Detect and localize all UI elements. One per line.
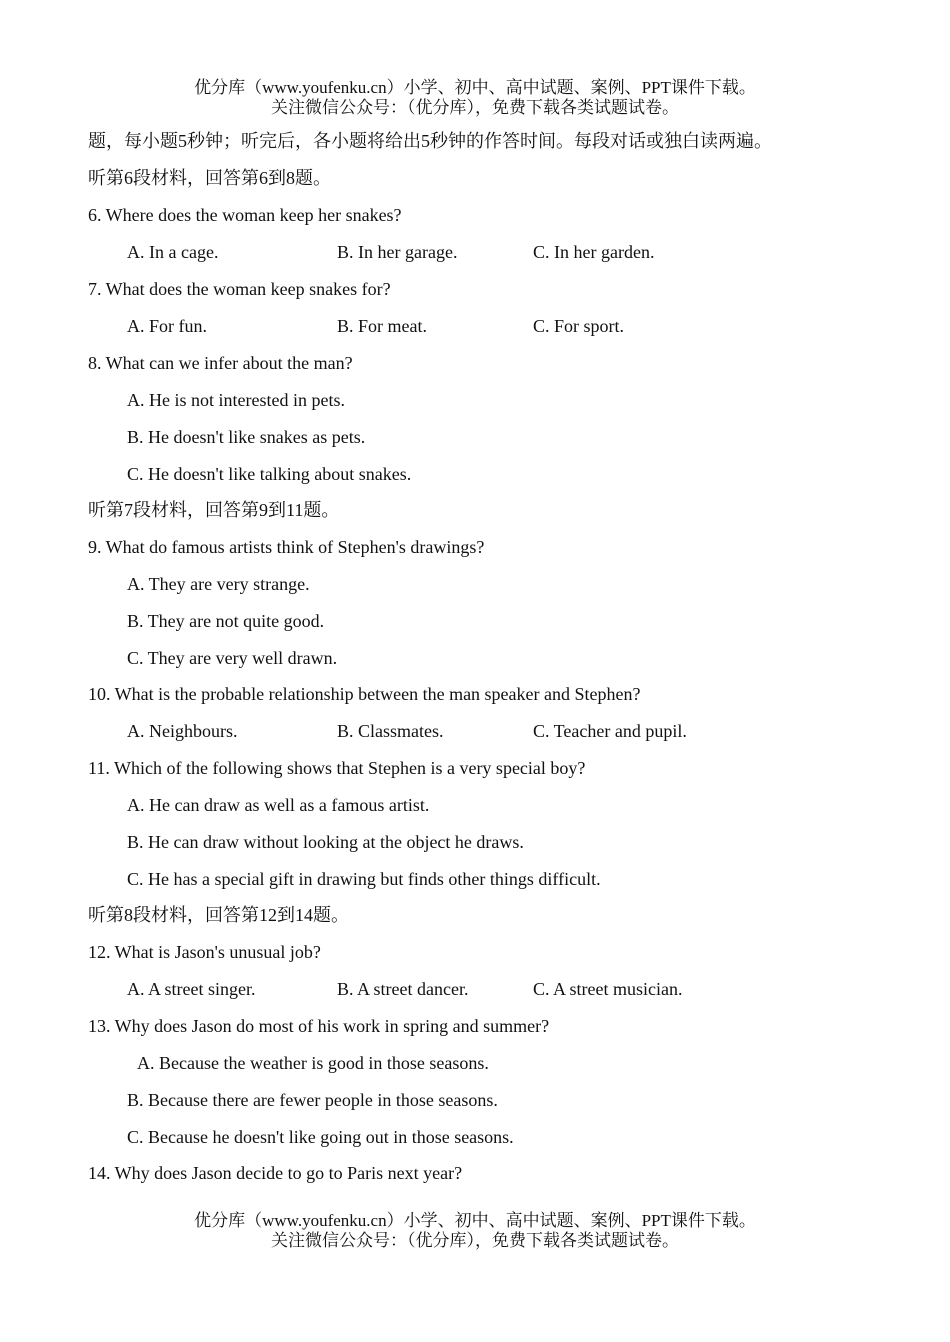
page-header (0, 78, 950, 118)
question-14: 14. Why does Jason decide to go to Paris next year? (88, 1163, 463, 1183)
header-line-1: 优分库（www.youfenku.cn）小学、初中、高中试题、案例、PPT课件下载。 (194, 78, 756, 97)
q6-option-b: B. In her garage. (337, 242, 458, 262)
q9-option-b: B. They are not quite good. (127, 611, 325, 631)
question-6: 6. Where does the woman keep her snakes? (88, 205, 402, 225)
question-9: 9. What do famous artists think of Stephen's drawings? (88, 537, 485, 557)
q12-option-a: A. A street singer. (127, 979, 256, 999)
q13-option-b: B. Because there are fewer people in those seasons. (127, 1090, 498, 1110)
section-7-heading: 听第7段材料，回答第9到11题。 (88, 500, 340, 520)
q10-option-a: A. Neighbours. (127, 721, 238, 741)
section-8-heading: 听第8段材料，回答第12到14题。 (88, 905, 349, 925)
q9-option-c: C. They are very well drawn. (127, 648, 338, 668)
question-7: 7. What does the woman keep snakes for? (88, 279, 391, 299)
section-6-heading: 听第6段材料，回答第6到8题。 (88, 168, 331, 188)
q11-option-c: C. He has a special gift in drawing but finds other things difficult. (127, 869, 601, 889)
q6-option-c: C. In her garden. (533, 242, 655, 262)
q7-option-a: A. For fun. (127, 316, 207, 336)
q7-option-c: C. For sport. (533, 316, 625, 336)
question-13: 13. Why does Jason do most of his work in spring and summer? (88, 1016, 550, 1036)
q9-option-a: A. They are very strange. (127, 574, 310, 594)
instructions-text: 题，每小题5秒钟；听完后，各小题将给出5秒钟的作答时间。每段对话或独白读两遍。 (88, 131, 772, 151)
q8-option-b: B. He doesn't like snakes as pets. (127, 427, 366, 447)
q10-option-b: B. Classmates. (337, 721, 444, 741)
header-line-2: 关注微信公众号：（优分库），免费下载各类试题试卷。 (271, 98, 679, 117)
footer-line-2: 关注微信公众号：（优分库），免费下载各类试题试卷。 (271, 1231, 679, 1250)
q13-option-c: C. Because he doesn't like going out in those seasons. (127, 1127, 514, 1147)
q11-option-a: A. He can draw as well as a famous artist. (127, 795, 430, 815)
page-footer (0, 1211, 950, 1251)
question-12: 12. What is Jason's unusual job? (88, 942, 321, 962)
q12-option-c: C. A street musician. (533, 979, 683, 999)
footer-line-1: 优分库（www.youfenku.cn）小学、初中、高中试题、案例、PPT课件下载。 (194, 1211, 756, 1230)
q8-option-a: A. He is not interested in pets. (127, 390, 345, 410)
q13-option-a: A. Because the weather is good in those seasons. (137, 1053, 489, 1073)
question-11: 11. Which of the following shows that Stephen is a very special boy? (88, 758, 586, 778)
question-8: 8. What can we infer about the man? (88, 353, 353, 373)
q6-option-a: A. In a cage. (127, 242, 219, 262)
q8-option-c: C. He doesn't like talking about snakes. (127, 464, 412, 484)
question-10: 10. What is the probable relationship between the man speaker and Stephen? (88, 684, 641, 704)
q11-option-b: B. He can draw without looking at the object he draws. (127, 832, 524, 852)
q10-option-c: C. Teacher and pupil. (533, 721, 687, 741)
q7-option-b: B. For meat. (337, 316, 427, 336)
q12-option-b: B. A street dancer. (337, 979, 469, 999)
